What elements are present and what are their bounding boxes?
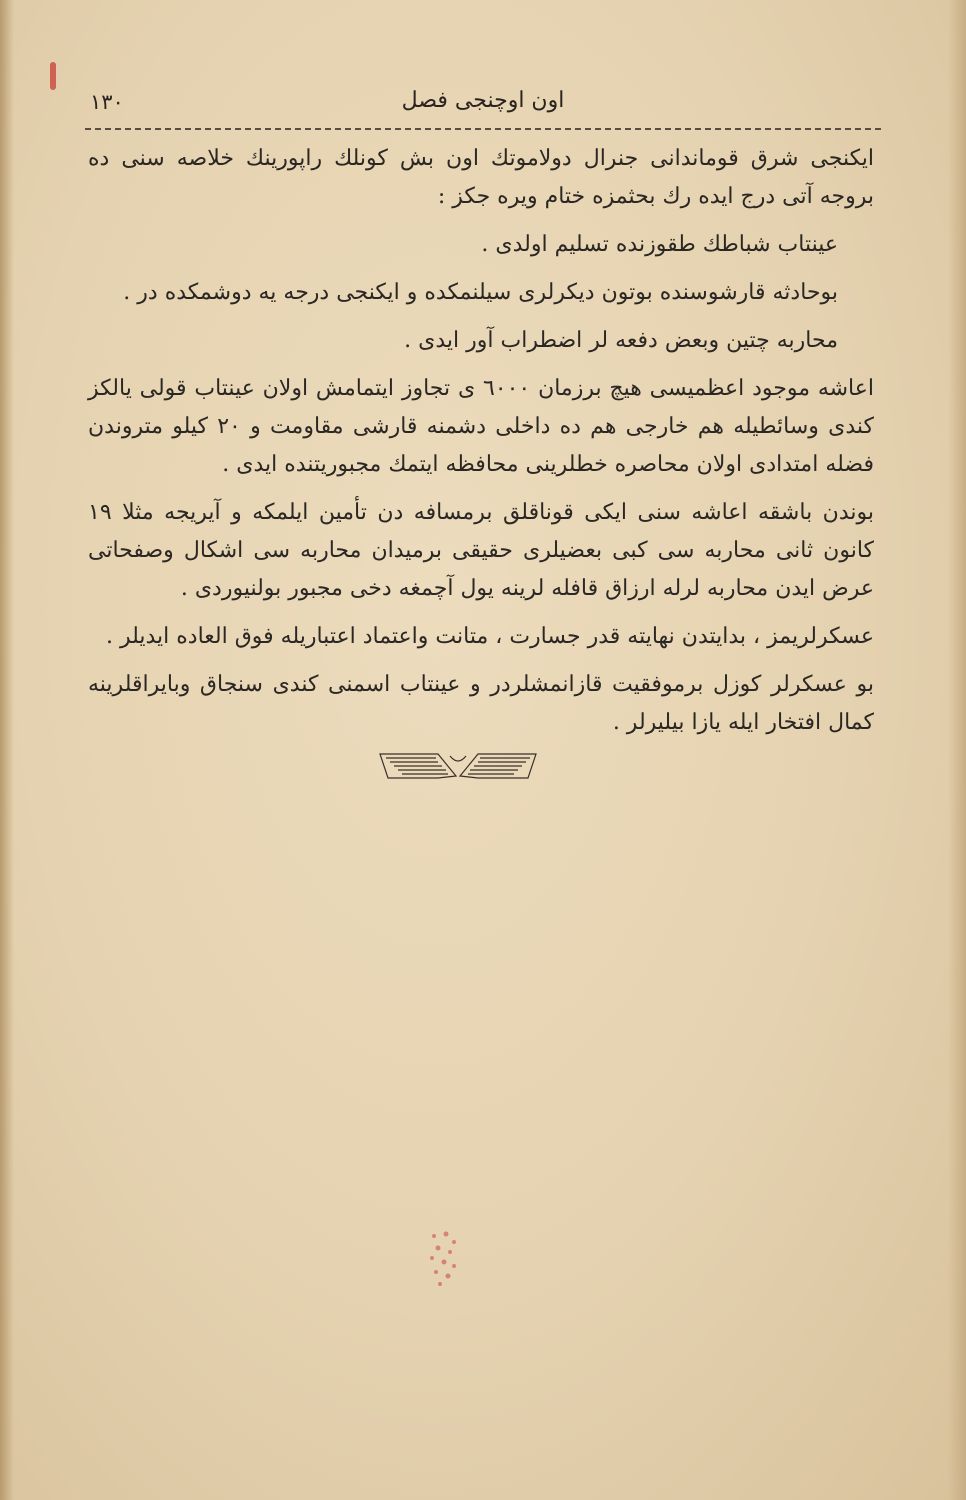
page-number: ١٣٠ — [90, 90, 124, 114]
chapter-title: اون اوچنجی فصل — [401, 88, 565, 113]
page-header — [80, 88, 886, 124]
page-edge-shadow-left — [0, 0, 14, 1500]
paragraph: ایکنجی شرق قوماندانی جنرال دولاموتك اون بش کونلك راپورینك خلاصه سنی ده بروجه آتی درج ایده رك بحثمزه ختام ویره جکز : — [88, 146, 874, 209]
header-divider — [85, 128, 881, 130]
section-end-ornament — [378, 748, 538, 784]
paragraph: بو عسکرلر کوزل برموفقیت قازانمشلردر و عینتاب اسمنی کندی سنجاق وبایراقلرینه کمال افتخار ایله یازا بیلیرلر . — [88, 672, 874, 735]
paragraph: عینتاب شباطك طقوزنده تسلیم اولدی . — [481, 232, 838, 257]
page-edge-shadow-right — [948, 0, 966, 1500]
body-text — [88, 140, 874, 752]
red-margin-mark — [50, 62, 56, 90]
paragraph: بوندن باشقه اعاشه سنی ایکی قوناقلق برمسافه دن تأمین ایلمکه و آیریجه مثلا ١٩ کانون ثانی محاربه سی کبی بعضیلری حقیقی برمیدان محاربه سی اشکال وصفحاتی عرض ایدن محاربه لرله ارزاق قافله لرینه یول آچمغه دخی مجبور بولنیوردی . — [88, 500, 874, 601]
paragraph: اعاشه موجود اعظمیسی هیچ برزمان ٦٠٠٠ ی تجاوز ایتمامش اولان عینتاب قولی یالکز کندی وسائطیله هم خارجی هم ده داخلی دشمنه قارشی مقاومت و ٢٠ کیلو متروندن فضله امتدادی اولان محاصره خطلرینی محافظه ایتمك مجبوریتنده ایدی . — [88, 376, 874, 477]
paragraph: بوحادثه قارشوسنده بوتون دیکرلری سیلنمکده و ایکنجی درجه یه دوشمکده در . — [123, 280, 838, 305]
library-stamp-mark — [424, 1228, 464, 1288]
paragraph: عسکرلریمز ، بدایتدن نهایته قدر جسارت ، متانت واعتماد اعتباریله فوق العاده ایدیلر . — [105, 624, 874, 649]
paragraph: محاربه چتین وبعض دفعه لر اضطراب آور ایدی . — [404, 328, 838, 353]
